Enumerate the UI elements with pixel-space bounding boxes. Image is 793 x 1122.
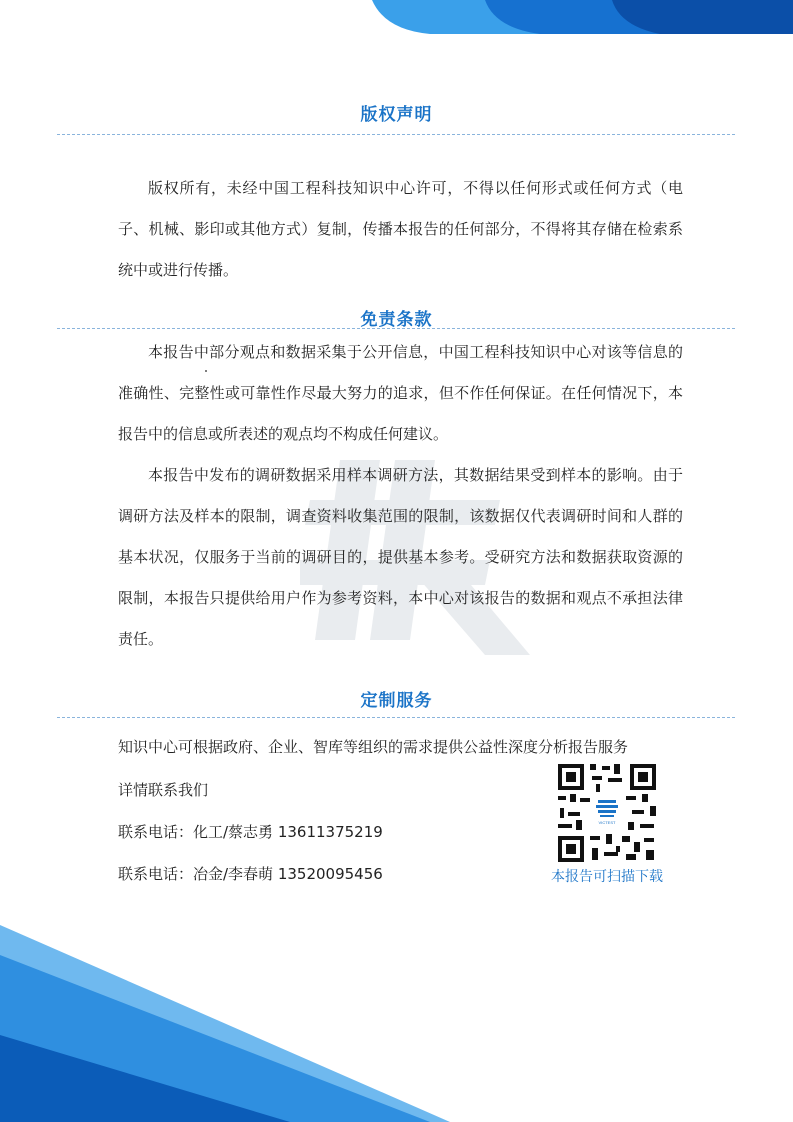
disclaimer-title: 免责条款 — [360, 310, 433, 330]
contact-prompt: 详情联系我们 — [118, 781, 209, 799]
bottom-left-light-wedge — [0, 925, 450, 1122]
copyright-paragraph: 版权所有，未经中国工程科技知识中心许可，不得以任何形式或任何方式（电子、机械、影印或其他方式）复制，传播本报告的任何部分，不得将其存储在检索系统中或进行传播。 — [118, 179, 683, 279]
top-right-light-wave — [372, 0, 793, 34]
disclaimer-paragraph-1: 本报告中部分观点和数据采集于公开信息，中国工程科技知识中心对该等信息的准确性、完整性或可靠性作尽最大努力的追求，但不作任何保证。在任何情况下，本报告中的信息或所表述的观点均不构成任何建议。 — [118, 343, 683, 443]
copyright-divider — [57, 134, 735, 135]
custom-service-divider — [57, 717, 735, 718]
bottom-left-dark-wedge — [0, 1035, 290, 1122]
contact-chemical: 联系电话：化工/蔡志勇 13611375219 — [118, 823, 383, 841]
top-right-dark-wave — [485, 0, 793, 34]
top-right-deep-wave — [612, 0, 793, 34]
custom-service-intro: 知识中心可根据政府、企业、智库等组织的需求提供公益性深度分析报告服务 — [118, 738, 629, 756]
disclaimer-paragraph-2: 本报告中发布的调研数据采用样本调研方法，其数据结果受到样本的影响。由于调研方法及样本的限制，调查资料收集范围的限制，该数据仅代表调研时间和人群的基本状况，仅服务于当前的调研目的，提供基本参考。受研究方法和数据获取资源的限制，本报告只提供给用户作为参考资料，本中心对该报告的数据和观点不承担法律责任。 — [118, 466, 683, 648]
disclaimer-divider — [57, 328, 735, 329]
bottom-left-mid-wedge — [0, 955, 430, 1122]
copyright-title: 版权声明 — [360, 105, 433, 125]
custom-service-title: 定制服务 — [360, 691, 433, 711]
qr-logo-text: VICTEST — [598, 820, 616, 825]
qr-code[interactable] — [556, 762, 658, 864]
contact-metallurgy: 联系电话：冶金/李春萌 13520095456 — [118, 865, 383, 883]
qr-caption: 本报告可扫描下载 — [551, 869, 663, 885]
